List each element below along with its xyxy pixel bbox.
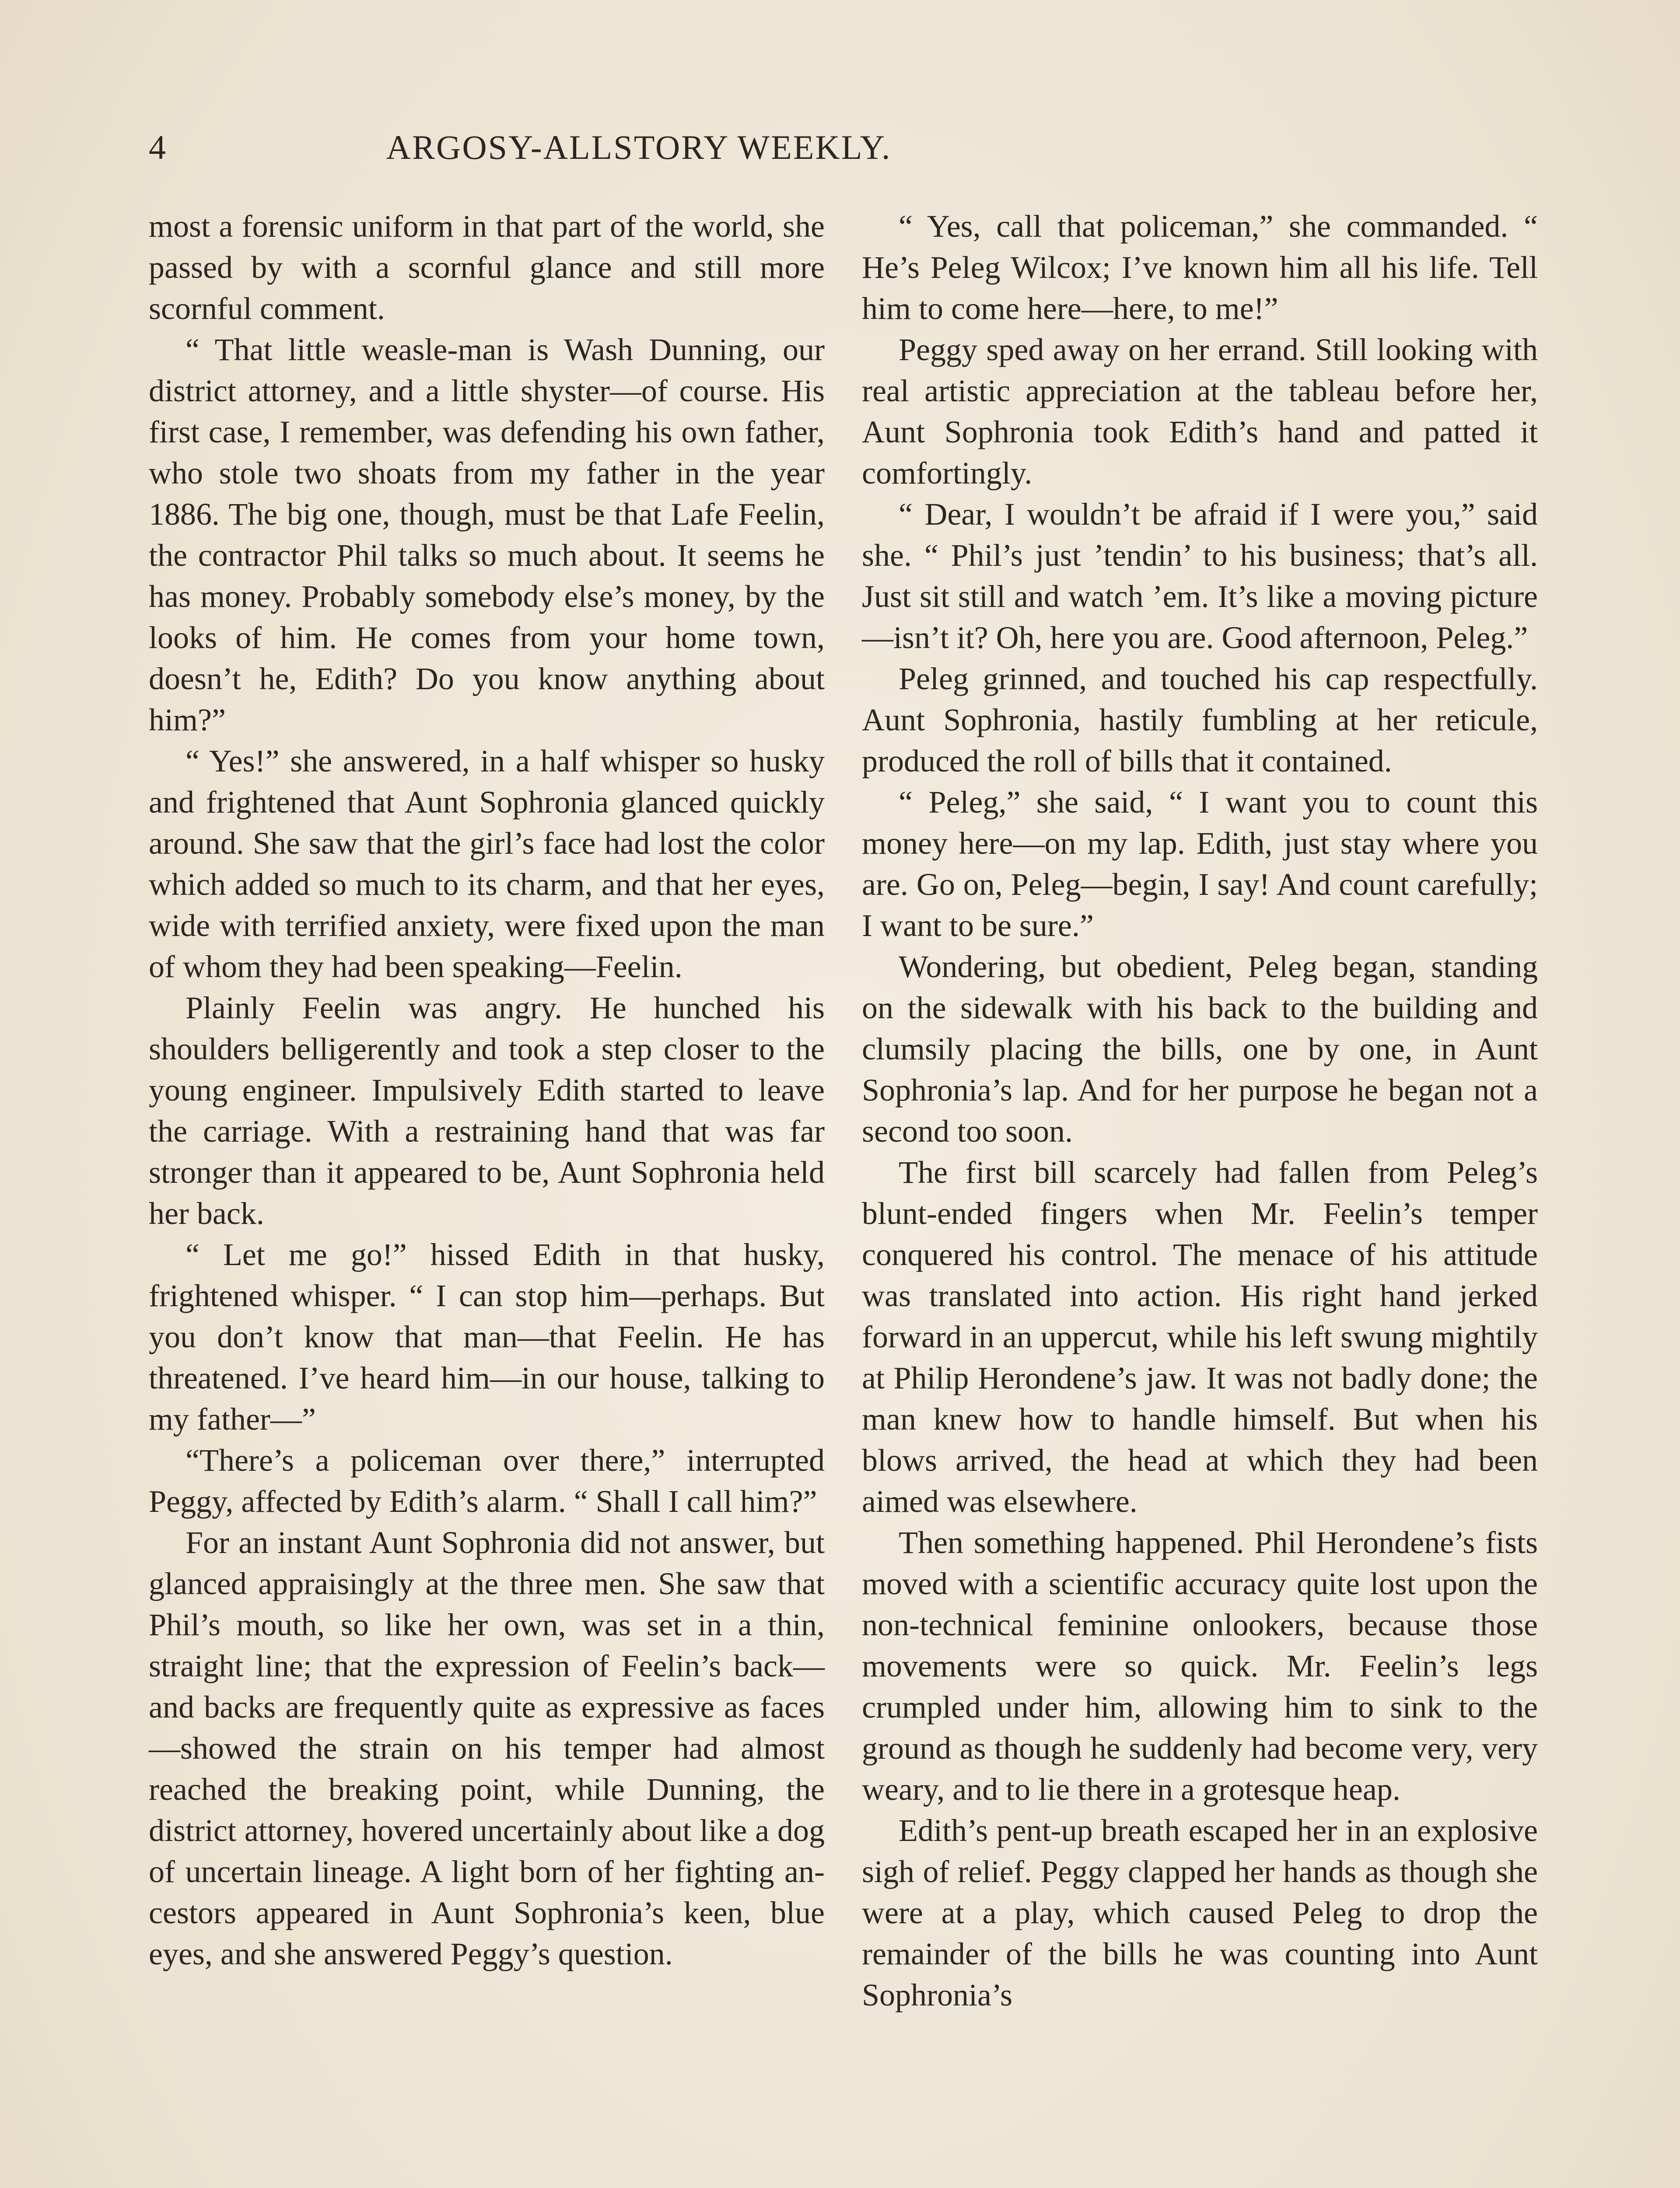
right-column [862,206,1538,2188]
left-column [149,206,825,2188]
paragraph: Then something happened. Phil Herondene’s fists moved with a scientific accuracy quite lost upon the non-technical feminine onlookers, because those movements were so quick. Mr. Feelin’s legs crumpled under him, allowing him to sink to the ground as though he suddenly had become very, very weary, and to lie there in a grotesque heap. [862,1525,1538,1807]
paragraph: For an instant Aunt Sophronia did not answer, but glanced appraisingly at the three men. She saw that Phil’s mouth, so like her own, was set in a thin, straight line; that the expression of Feelin’s back—and backs are frequently quite as expressive as faces—showed the strain on his temper had almost reached the breaking point, while Dunning, the district attorney, hovered uncertainly about like a dog of uncertain lineage. A light born of her fighting ancestors appeared in Aunt Sophronia’s keen, blue eyes, and she answered Peggy’s question. [149,1525,825,1971]
paragraph: “ Dear, I wouldn’t be afraid if I were you,” said she. “ Phil’s just ’tendin’ to his business; that’s all. Just sit still and watch ’em. It’s like a moving picture—isn’t it? Oh, here you are. Good afternoon, Peleg.” [862,497,1538,655]
running-head: ARGOSY-ALLSTORY WEEKLY. [386,128,892,166]
paragraph: “There’s a policeman over there,” interrupted Peggy, affected by Edith’s alarm. “ Shall I call him?” [149,1443,825,1519]
paragraph: The first bill scarcely had fallen from Peleg’s blunt-ended fingers when Mr. Feelin’s temper conquered his control. The menace of his attitude was translated into action. His right hand jerked forward in an uppercut, while his left swung mightily at Philip Herondene’s jaw. It was not badly done; the man knew how to handle himself. But when his blows arrived, the head at which they had been aimed was elsewhere. [862,1155,1538,1519]
paragraph: “ Yes, call that policeman,” she commanded. “ He’s Peleg Wilcox; I’ve known him all his life. Tell him to come here—here, to me!” [862,209,1538,326]
page-number: 4 [149,128,167,166]
paragraph: Plainly Feelin was angry. He hunched his shoulders belligerently and took a step closer to the young engineer. Impulsively Edith started to leave the carriage. With a restraining hand that was far stronger than it appeared to be, Aunt Sophronia held her back. [149,990,825,1231]
page-header [149,128,1129,176]
paragraph: Edith’s pent-up breath escaped her in an explosive sigh of relief. Peggy clapped her hands as though she were at a play, which caused Peleg to drop the remainder of the bills he was counting into Aunt Sophronia’s [862,1813,1538,2013]
paragraph: “ Peleg,” she said, “ I want you to count this money here—on my lap. Edith, just stay where you are. Go on, Peleg—begin, I say! And count carefully; I want to be sure.” [862,785,1538,943]
paragraph: most a forensic uniform in that part of the world, she passed by with a scornful glance and still more scornful comment. [149,209,825,326]
paragraph: “ That little weasle-man is Wash Dunning, our district attorney, and a little shyster—of course. His first case, I remember, was defending his own father, who stole two shoats from my father in the year 1886. The big one, though, must be that Lafe Feelin, the contractor Phil talks so much about. It seems he has money. Probably somebody else’s money, by the looks of him. He comes from your home town, doesn’t he, Edith? Do you know anything about him?” [149,332,825,737]
paragraph: Peleg grinned, and touched his cap respectfully. Aunt Sophronia, hastily fumbling at her reticule, produced the roll of bills that it contained. [862,661,1538,778]
paragraph: Peggy sped away on her errand. Still looking with real artistic appreciation at the tableau before her, Aunt Sophronia took Edith’s hand and patted it comfortingly. [862,332,1538,491]
paragraph: Wondering, but obedient, Peleg began, standing on the sidewalk with his back to the building and clumsily placing the bills, one by one, in Aunt Sophronia’s lap. And for her purpose he began not a second too soon. [862,949,1538,1149]
paragraph: “ Let me go!” hissed Edith in that husky, frightened whisper. “ I can stop him—perhaps. But you don’t know that man—that Feelin. He has threatened. I’ve heard him—in our house, talking to my father—” [149,1237,825,1437]
paragraph: “ Yes!” she answered, in a half whisper so husky and frightened that Aunt Sophronia glanced quickly around. She saw that the girl’s face had lost the color which added so much to its charm, and that her eyes, wide with terrified anxiety, were fixed upon the man of whom they had been speaking—Feelin. [149,743,825,984]
